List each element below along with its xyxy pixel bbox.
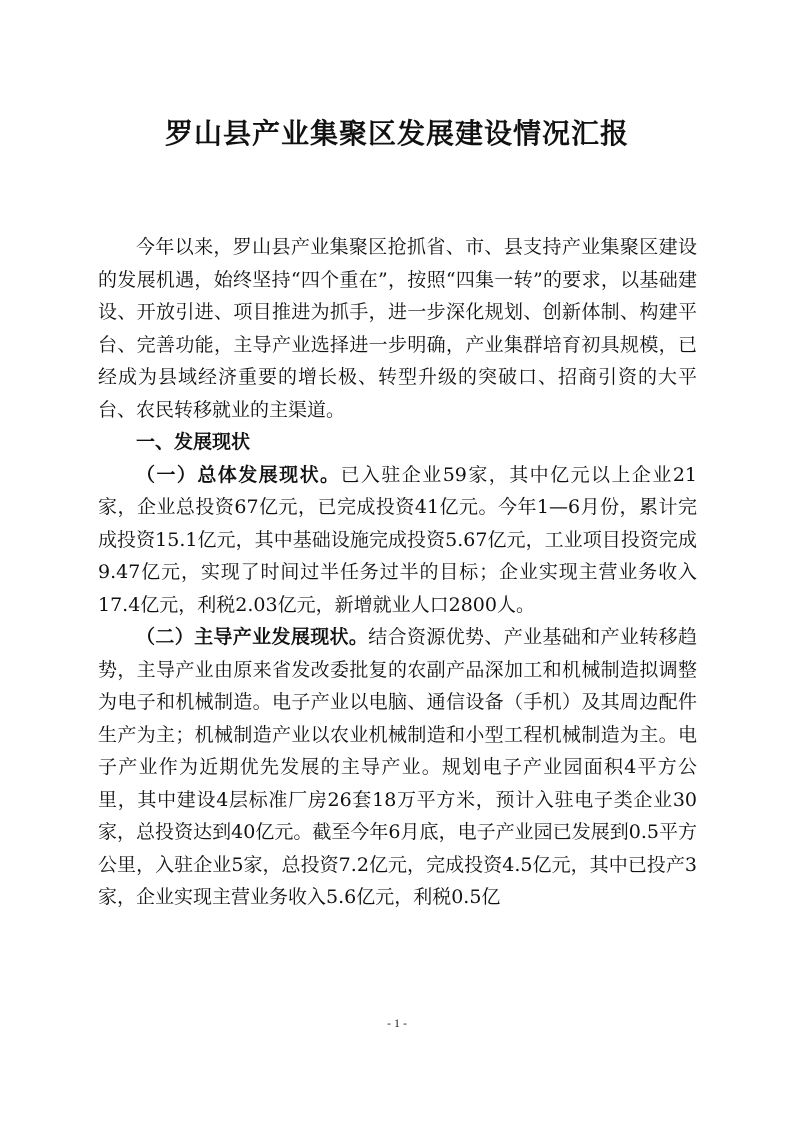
section-heading: 一、发展现状 — [136, 431, 251, 453]
leading-industry-text: 结合资源优势、产业基础和产业转移趋势，主导产业由原来省发改委批复的农副产品深加工和机械制造拟调整为电子和机械制造。电子产业以电脑、通信设备（手机）及其周边配件生产为主；机械制造产业以农业机械制造和小型工程机械制造为主。电子产业作为近期优先发展的主导产业。规划电子产业园面积4平方公里，其中建设4层标准厂房26套18万平方米，预计入驻电子类企业30家，总投资达到40亿元。截至今年6月底，电子产业园已发展到0.5平方公里，入驻企业5家，总投资7.2亿元，完成投资4.5亿元，其中已投产3家，企业实现主营业务收入5.6亿元，利税0.5亿 — [98, 626, 697, 908]
document-body — [98, 231, 697, 914]
overall-status-text: 已入驻企业59家，其中亿元以上企业21家，企业总投资67亿元，已完成投资41亿元。今年1—6月份，累计完成投资15.1亿元，其中基础设施完成投资5.67亿元，工业项目投资完成9.47亿元，实现了时间过半任务过半的目标；企业实现主营业务收入17.4亿元，利税2.03亿元，新增就业人口2800人。 — [98, 463, 697, 616]
paragraph-overall-status — [98, 459, 697, 622]
intro-paragraph: 今年以来，罗山县产业集聚区抢抓省、市、县支持产业集聚区建设的发展机遇，始终坚持“四个重在”，按照“四集一转”的要求，以基础建设、开放引进、项目推进为抓手，进一步深化规划、创新体制、构建平台、完善功能，主导产业选择进一步明确，产业集群培育初具规模，已经成为县域经济重要的增长极、转型升级的突破口、招商引资的大平台、农民转移就业的主渠道。 — [98, 236, 697, 421]
sub-heading-industry: （二）主导产业发展现状。 — [136, 626, 369, 648]
sub-heading-overall: （一）总体发展现状。 — [136, 463, 341, 486]
page-number: - 1 - — [387, 1016, 407, 1030]
document-title: 罗山县产业集聚区发展建设情况汇报 — [164, 117, 629, 150]
paragraph-leading-industry — [98, 621, 697, 914]
